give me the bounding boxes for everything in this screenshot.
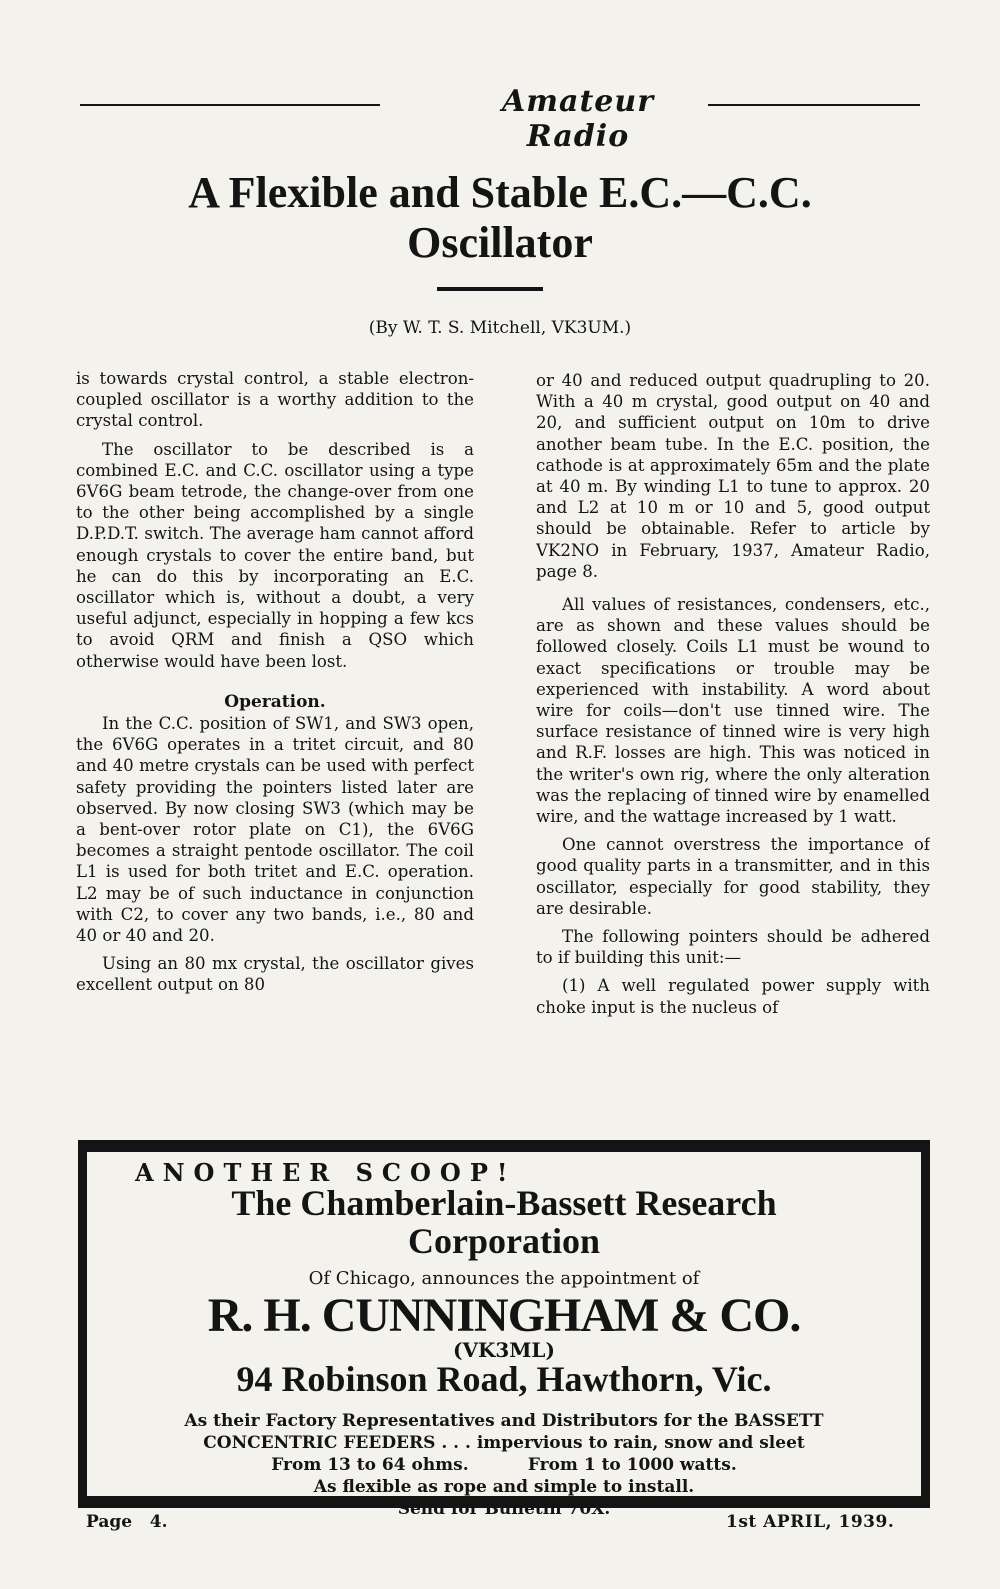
page-number: Page 4. (86, 1512, 168, 1532)
masthead-rule-left (80, 104, 380, 106)
paragraph: One cannot overstress the importance of good quality parts in a transmitter, and in this oscillator, especially for good stability, they are desirable. (536, 835, 930, 918)
article-column-left (76, 368, 474, 1136)
paragraph: The following pointers should be adhered to if building this unit:— (536, 927, 930, 968)
ad-body-line: As flexible as rope and simple to install. (313, 1477, 695, 1497)
paragraph: The oscillator to be described is a combined E.C. and C.C. oscillator using a type 6V6G beam tetrode, the change-over from one to the other being accomplished by a single D.P.D.T. switch. The average ham cannot afford enough crystals to cover the entire band, but he can do this by incorporating an E.C. oscillator which is, without a doubt, a very useful adjunct, especially in hopping a few kcs to avoid QRM and finish a QSO which otherwise would have been lost. (76, 439, 474, 671)
ad-body-line: CONCENTRIC FEEDERS . . . impervious to rain, snow and sleet (203, 1433, 805, 1453)
ad-body-line: From 13 to 64 ohms. From 1 to 1000 watts. (271, 1455, 737, 1475)
article-title (80, 168, 920, 268)
paragraph: or 40 and reduced output quadrupling to 20. With a 40 m crystal, good output on 40 and 20, and sufficient output on 10m to drive another beam tube. In the E.C. position, the cathode is at approximately 65m and the plate at 40 m. By winding L1 to tune to approx. 20 and L2 at 10 m or 10 and 5, good output should be obtainable. Refer to article by VK2NO in February, 1937, Amateur Radio, page 8. (536, 371, 930, 581)
masthead-rule-right (690, 104, 920, 106)
ad-address: 94 Robinson Road, Hawthorn, Vic. (236, 1359, 772, 1399)
paragraph: All values of resistances, condensers, etc., are as shown and these values should be followed closely. Coils L1 must be wound to exact specifications or trouble may be experienced with instability. A word about wire for coils—don't use tinned wire. The surface resistance of tinned wire is very high and R.F. losses are high. This was noticed in the writer's own rig, where the only alteration was the replacing of tinned wire by enamelled wire, and the wattage increased by 1 watt. (536, 595, 930, 827)
paragraph: is towards crystal control, a stable electron-coupled oscillator is a worthy addition to the crystal control. (76, 369, 474, 431)
ad-callsign: (VK3ML) (453, 1338, 555, 1362)
issue-date: 1st APRIL, 1939. (726, 1512, 895, 1532)
masthead-logo: Amateur Radio (448, 84, 708, 154)
article-column-right (536, 370, 930, 1138)
section-heading: Operation. (224, 691, 326, 712)
title-rule (437, 287, 543, 291)
article-title-line1: A Flexible and Stable E.C.—C.C. (188, 168, 812, 217)
ad-corporation (87, 1184, 921, 1260)
paragraph: (1) A well regulated power supply with choke input is the nucleus of (536, 976, 930, 1017)
masthead (80, 84, 920, 154)
ad-corporation-line2: Corporation (408, 1221, 600, 1261)
paragraph: In the C.C. position of SW1, and SW3 open, the 6V6G operates in a tritet circuit, and 80 and 40 metre crystals can be used with perfect safety providing the pointers listed later are observed. By now closing SW3 (which may be a bent-over rotor plate on C1), the 6V6G becomes a straight pentode oscillator. The coil L1 is used for both tritet and E.C. operation. L2 may be of such inductance in conjunction with C2, to cover any two bands, i.e., 80 and 40 or 40 and 20. (76, 714, 474, 946)
paragraph: Using an 80 mx crystal, the oscillator gives excellent output on 80 (76, 954, 474, 995)
ad-body (87, 1410, 921, 1520)
ad-body-line: As their Factory Representatives and Distributors for the BASSETT (184, 1411, 824, 1431)
ad-body-line: Send for Bulletin 70X. (397, 1499, 611, 1519)
ad-company-name: R. H. CUNNINGHAM & CO. (207, 1289, 801, 1342)
ad-corporation-line1: The Chamberlain-Bassett Research (231, 1183, 777, 1223)
ad-announcement: Of Chicago, announces the appointment of (308, 1268, 700, 1289)
advertisement (78, 1140, 930, 1519)
ad-headline: ANOTHER SCOOP! (135, 1158, 517, 1187)
article-title-line2: Oscillator (407, 218, 593, 267)
byline: (By W. T. S. Mitchell, VK3UM.) (368, 318, 632, 338)
